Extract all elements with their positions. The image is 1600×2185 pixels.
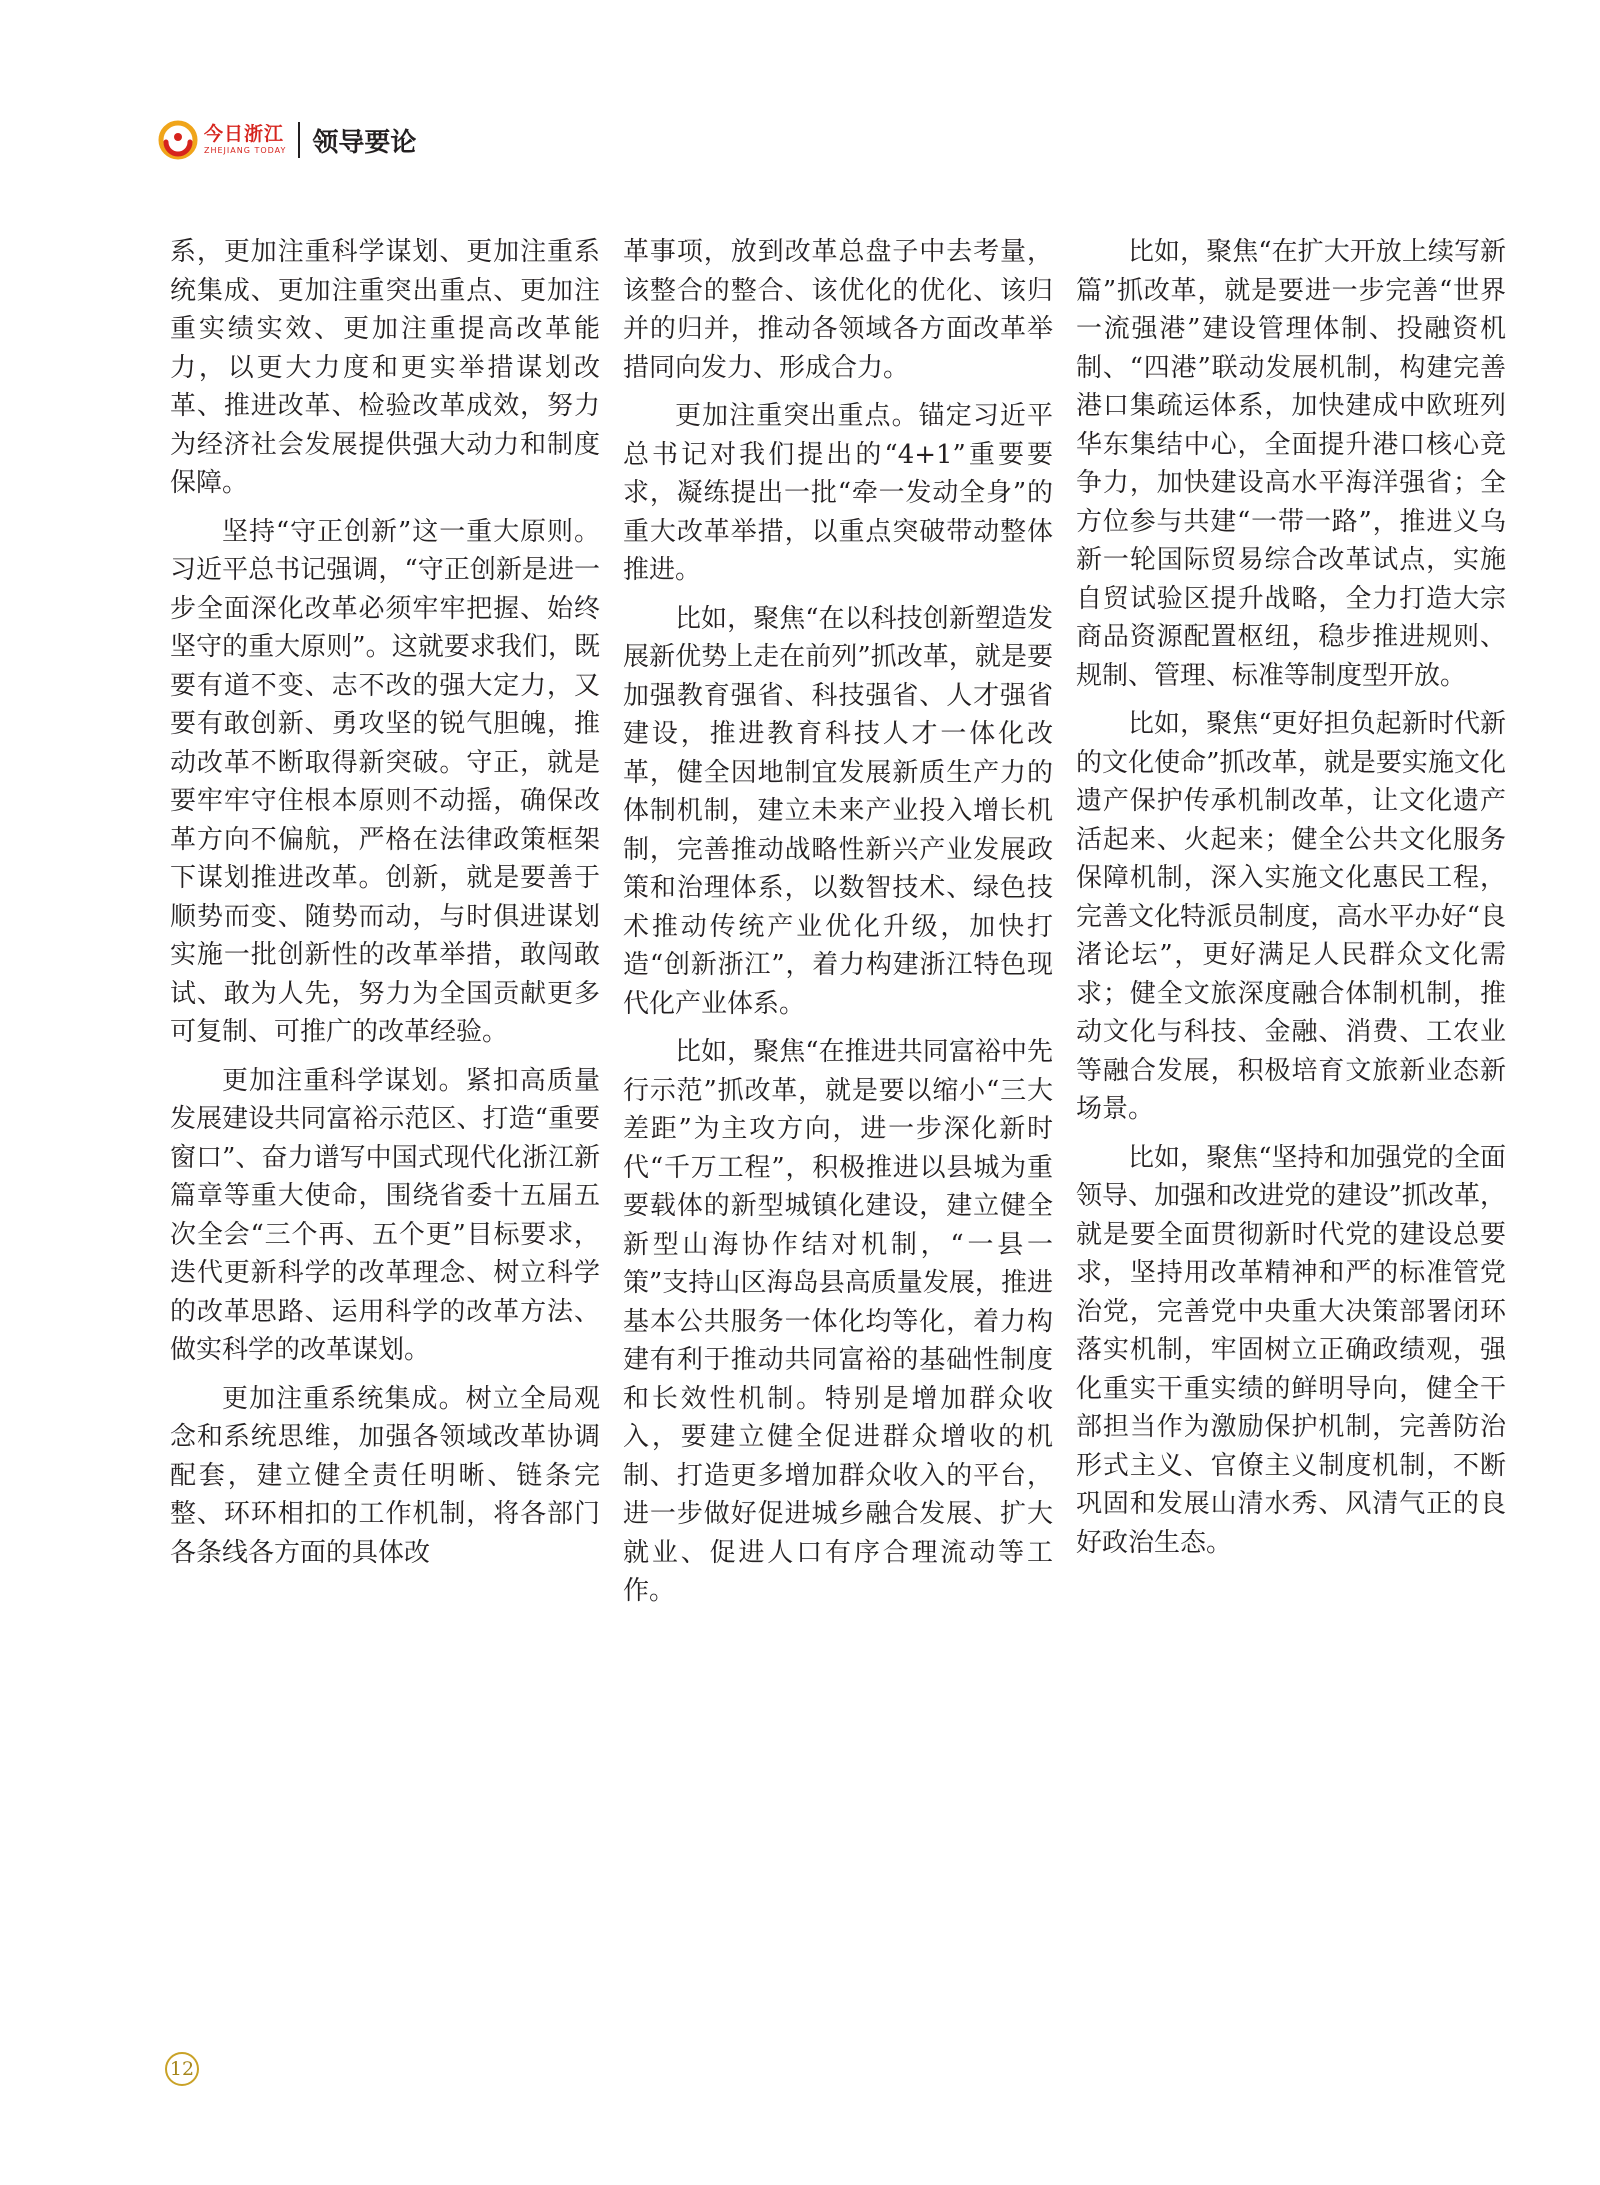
zhejiang-today-logo-icon	[158, 120, 198, 160]
logo-chinese-text: 今日浙江	[204, 123, 285, 145]
paragraph: 比如，聚焦“更好担负起新时代新的文化使命”抓改革，就是要实施文化遗产保护传承机制改革，让文化遗产活起来、火起来；健全公共文化服务保障机制，深入实施文化惠民工程，完善文化特派员制度，高水平办好“良渚论坛”，更好满足人民群众文化需求；健全文旅深度融合体制机制，推动文化与科技、金融、消费、工农业等融合发展，积极培育文旅新业态新场景。	[1076, 709, 1506, 1124]
page-number	[165, 2052, 199, 2086]
paragraph: 坚持“守正创新”这一重大原则。习近平总书记强调，“守正创新是进一步全面深化改革必须牢牢把握、始终坚守的重大原则”。这就要求我们，既要有道不变、志不改的强大定力，又要有敢创新、勇攻坚的锐气胆魄，推动改革不断取得新突破。守正，就是要牢牢守住根本原则不动摇，确保改革方向不偏航，严格在法律政策框架下谋划推进改革。创新，就是要善于顺势而变、随势而动，与时俱进谋划实施一批创新性的改革举措，敢闯敢试、敢为人先，努力为全国贡献更多可复制、可推广的改革经验。	[170, 516, 600, 1047]
section-title: 领导要论	[312, 127, 417, 158]
text-column-2	[623, 233, 1053, 1621]
paragraph: 更加注重突出重点。锚定习近平总书记对我们提出的“4+1”重要要求，凝练提出一批“牵一发动全身”的重大改革举措，以重点突破带动整体推进。	[623, 401, 1053, 585]
text-column-3	[1076, 233, 1506, 1572]
paragraph: 比如，聚焦“在推进共同富裕中先行示范”抓改革，就是要以缩小“三大差距”为主攻方向，进一步深化新时代“千万工程”，积极推进以县城为重要载体的新型城镇化建设，建立健全新型山海协作结对机制，“一县一策”支持山区海岛县高质量发展，推进基本公共服务一体化均等化，着力构建有利于推动共同富裕的基础性制度和长效性机制。特别是增加群众收入，要建立健全促进群众增收的机制、打造更多增加群众收入的平台，进一步做好促进城乡融合发展、扩大就业、促进人口有序合理流动等工作。	[623, 1037, 1053, 1606]
logo-wordmark	[204, 125, 286, 155]
paragraph: 更加注重系统集成。树立全局观念和系统思维，加强各领域改革协调配套，建立健全责任明晰、链条完整、环环相扣的工作机制，将各部门各条线各方面的具体改	[170, 1383, 600, 1568]
text-column-1	[170, 233, 600, 1582]
paragraph: 系，更加注重科学谋划、更加注重系统集成、更加注重突出重点、更加注重实绩实效、更加注重提高改革能力，以更大力度和更实举措谋划改革、推进改革、检验改革成效，努力为经济社会发展提供强大动力和制度保障。	[170, 237, 600, 498]
logo-english-text: ZHEJIANG TODAY	[204, 146, 287, 155]
paragraph: 比如，聚焦“在扩大开放上续写新篇”抓改革，就是要进一步完善“世界一流强港”建设管理体制、投融资机制、“四港”联动发展机制，构建完善港口集疏运体系，加快建成中欧班列华东集结中心，全面提升港口核心竞争力，加快建设高水平海洋强省；全方位参与共建“一带一路”，推进义乌新一轮国际贸易综合改革试点，实施自贸试验区提升战略，全力打造大宗商品资源配置枢纽，稳步推进规则、规制、管理、标准等制度型开放。	[1076, 237, 1506, 691]
page-header	[158, 112, 416, 168]
paragraph: 比如，聚焦“在以科技创新塑造发展新优势上走在前列”抓改革，就是要加强教育强省、科技强省、人才强省建设，推进教育科技人才一体化改革，健全因地制宜发展新质生产力的体制机制，建立未来产业投入增长机制，完善推动战略性新兴产业发展政策和治理体系，以数智技术、绿色技术推动传统产业优化升级，加快打造“创新浙江”，着力构建浙江特色现代化产业体系。	[623, 603, 1053, 1019]
paragraph: 更加注重科学谋划。紧扣高质量发展建设共同富裕示范区、打造“重要窗口”、奋力谱写中国式现代化浙江新篇章等重大使命，围绕省委十五届五次全会“三个再、五个更”目标要求，迭代更新科学的改革理念、树立科学的改革思路、运用科学的改革方法、做实科学的改革谋划。	[170, 1065, 600, 1365]
header-divider	[298, 122, 300, 158]
paragraph: 革事项，放到改革总盘子中去考量，该整合的整合、该优化的优化、该归并的归并，推动各领域各方面改革举措同向发力、形成合力。	[623, 237, 1053, 383]
paragraph: 比如，聚焦“坚持和加强党的全面领导、加强和改进党的建设”抓改革，就是要全面贯彻新时代党的建设总要求，坚持用改革精神和严的标准管党治党，完善党中央重大决策部署闭环落实机制，牢固树立正确政绩观，强化重实干重实绩的鲜明导向，健全干部担当作为激励保护机制，完善防治形式主义、官僚主义制度机制，不断巩固和发展山清水秀、风清气正的良好政治生态。	[1076, 1142, 1506, 1558]
page-number-text: 12	[169, 2058, 195, 2080]
